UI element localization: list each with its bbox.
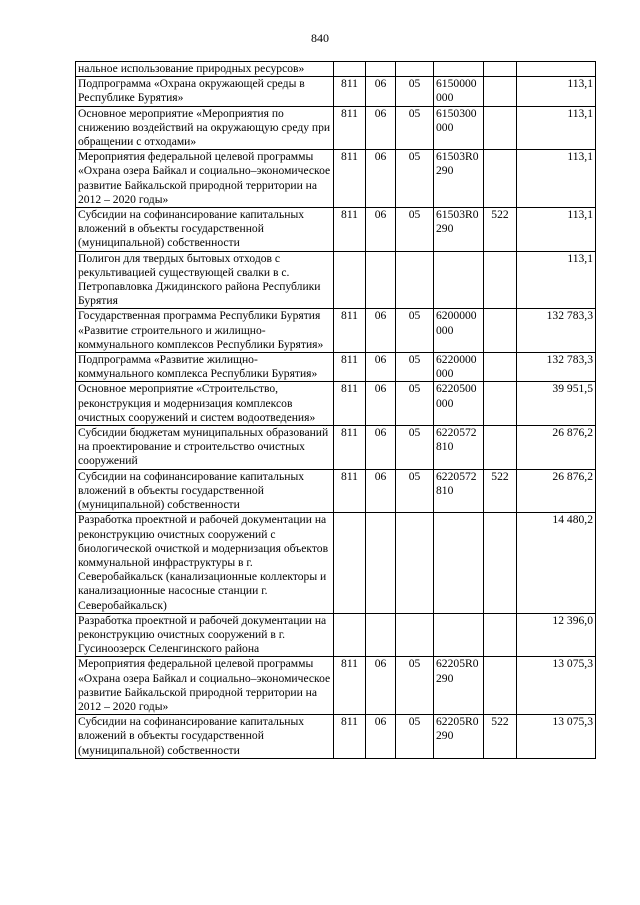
- target-article-cell: 6220500 000: [434, 382, 484, 426]
- subsection-cell: 05: [396, 426, 434, 470]
- section-cell: 06: [366, 426, 396, 470]
- grbs-cell: 811: [334, 382, 366, 426]
- table-row: [76, 382, 596, 426]
- row-name-cell: нальное использование природных ресурсов»: [76, 62, 334, 77]
- target-article-cell: 6150000 000: [434, 77, 484, 106]
- subsection-cell: 05: [396, 353, 434, 382]
- section-cell: 06: [366, 382, 396, 426]
- section-cell: [366, 613, 396, 657]
- row-name-cell: Мероприятия федеральной целевой программы «Охрана озера Байкал и социально–экономическое развитие Байкальской природной территории на 2012 – 2020 годы»: [76, 657, 334, 715]
- expense-type-cell: [484, 353, 517, 382]
- expense-type-cell: [484, 382, 517, 426]
- amount-cell: 13 075,3: [517, 715, 596, 759]
- amount-cell: 132 783,3: [517, 353, 596, 382]
- row-name-cell: Субсидии бюджетам муниципальных образований на проектирование и строительство очистных сооружений: [76, 426, 334, 470]
- amount-cell: 132 783,3: [517, 309, 596, 353]
- subsection-cell: 05: [396, 469, 434, 513]
- section-cell: 06: [366, 469, 396, 513]
- subsection-cell: [396, 62, 434, 77]
- grbs-cell: 811: [334, 657, 366, 715]
- row-name-cell: Субсидии на софинансирование капитальных вложений в объекты государственной (муниципальной) собственности: [76, 208, 334, 252]
- grbs-cell: 811: [334, 353, 366, 382]
- expense-type-cell: [484, 613, 517, 657]
- grbs-cell: [334, 251, 366, 309]
- section-cell: 06: [366, 77, 396, 106]
- section-cell: 06: [366, 657, 396, 715]
- target-article-cell: 62205R0 290: [434, 657, 484, 715]
- expense-type-cell: [484, 657, 517, 715]
- section-cell: [366, 62, 396, 77]
- row-name-cell: Разработка проектной и рабочей документации на реконструкцию очистных сооружений с биологической очисткой и модернизация объектов коммунальной инфраструктуры в г. Северобайкальск (канализационные коллекторы и канализационные насосные станции г. Северобайкальск): [76, 513, 334, 613]
- section-cell: 06: [366, 353, 396, 382]
- grbs-cell: [334, 513, 366, 613]
- row-name-cell: Полигон для твердых бытовых отходов с рекультивацией существующей свалки в с. Петропавловка Джидинского района Республики Бурятия: [76, 251, 334, 309]
- budget-table: [75, 61, 596, 759]
- expense-type-cell: [484, 150, 517, 208]
- subsection-cell: 05: [396, 715, 434, 759]
- table-row: [76, 62, 596, 77]
- row-name-cell: Мероприятия федеральной целевой программы «Охрана озера Байкал и социально–экономическое развитие Байкальской природной территории на 2012 – 2020 годы»: [76, 150, 334, 208]
- target-article-cell: 6220572 810: [434, 426, 484, 470]
- section-cell: [366, 513, 396, 613]
- amount-cell: 113,1: [517, 251, 596, 309]
- amount-cell: [517, 62, 596, 77]
- subsection-cell: 05: [396, 77, 434, 106]
- row-name-cell: Субсидии на софинансирование капитальных вложений в объекты государственной (муниципальной) собственности: [76, 469, 334, 513]
- grbs-cell: 811: [334, 208, 366, 252]
- target-article-cell: 61503R0 290: [434, 150, 484, 208]
- amount-cell: 14 480,2: [517, 513, 596, 613]
- table-row: [76, 715, 596, 759]
- subsection-cell: [396, 613, 434, 657]
- row-name-cell: Субсидии на софинансирование капитальных вложений в объекты государственной (муниципальной) собственности: [76, 715, 334, 759]
- table-row: [76, 309, 596, 353]
- subsection-cell: 05: [396, 657, 434, 715]
- page-number: 840: [311, 31, 329, 45]
- table-row: [76, 353, 596, 382]
- target-article-cell: 6200000 000: [434, 309, 484, 353]
- target-article-cell: [434, 62, 484, 77]
- amount-cell: 113,1: [517, 77, 596, 106]
- expense-type-cell: [484, 106, 517, 150]
- table-row: [76, 106, 596, 150]
- subsection-cell: [396, 513, 434, 613]
- expense-type-cell: 522: [484, 715, 517, 759]
- expense-type-cell: [484, 77, 517, 106]
- table-row: [76, 251, 596, 309]
- section-cell: 06: [366, 150, 396, 208]
- budget-table-body: [76, 62, 596, 759]
- table-row: [76, 150, 596, 208]
- amount-cell: 39 951,5: [517, 382, 596, 426]
- grbs-cell: [334, 62, 366, 77]
- section-cell: 06: [366, 309, 396, 353]
- row-name-cell: Основное мероприятие «Строительство, реконструкция и модернизация комплексов очистных сооружений и систем водоотведения»: [76, 382, 334, 426]
- amount-cell: 26 876,2: [517, 426, 596, 470]
- grbs-cell: 811: [334, 309, 366, 353]
- amount-cell: 113,1: [517, 208, 596, 252]
- grbs-cell: 811: [334, 77, 366, 106]
- grbs-cell: [334, 613, 366, 657]
- row-name-cell: Основное мероприятие «Мероприятия по снижению воздействий на окружающую среду при обращении с отходами»: [76, 106, 334, 150]
- target-article-cell: [434, 613, 484, 657]
- target-article-cell: 6220000 000: [434, 353, 484, 382]
- table-row: [76, 613, 596, 657]
- expense-type-cell: [484, 513, 517, 613]
- subsection-cell: 05: [396, 106, 434, 150]
- row-name-cell: Разработка проектной и рабочей документации на реконструкцию очистных сооружений в г. Гусиноозерск Селенгинского района: [76, 613, 334, 657]
- subsection-cell: 05: [396, 208, 434, 252]
- subsection-cell: 05: [396, 309, 434, 353]
- row-name-cell: Подпрограмма «Охрана окружающей среды в Республике Бурятия»: [76, 77, 334, 106]
- section-cell: 06: [366, 208, 396, 252]
- target-article-cell: [434, 251, 484, 309]
- target-article-cell: 61503R0 290: [434, 208, 484, 252]
- target-article-cell: 6150300 000: [434, 106, 484, 150]
- grbs-cell: 811: [334, 106, 366, 150]
- row-name-cell: Государственная программа Республики Бурятия «Развитие строительного и жилищно-коммунального комплексов Республики Бурятия»: [76, 309, 334, 353]
- grbs-cell: 811: [334, 715, 366, 759]
- section-cell: 06: [366, 106, 396, 150]
- expense-type-cell: [484, 62, 517, 77]
- grbs-cell: 811: [334, 426, 366, 470]
- table-row: [76, 208, 596, 252]
- target-article-cell: 6220572 810: [434, 469, 484, 513]
- table-row: [76, 77, 596, 106]
- section-cell: 06: [366, 715, 396, 759]
- amount-cell: 113,1: [517, 106, 596, 150]
- expense-type-cell: [484, 251, 517, 309]
- table-row: [76, 426, 596, 470]
- section-cell: [366, 251, 396, 309]
- expense-type-cell: 522: [484, 208, 517, 252]
- table-row: [76, 657, 596, 715]
- expense-type-cell: [484, 426, 517, 470]
- subsection-cell: 05: [396, 382, 434, 426]
- expense-type-cell: [484, 309, 517, 353]
- expense-type-cell: 522: [484, 469, 517, 513]
- subsection-cell: [396, 251, 434, 309]
- table-row: [76, 469, 596, 513]
- table-row: [76, 513, 596, 613]
- amount-cell: 113,1: [517, 150, 596, 208]
- grbs-cell: 811: [334, 469, 366, 513]
- amount-cell: 26 876,2: [517, 469, 596, 513]
- subsection-cell: 05: [396, 150, 434, 208]
- amount-cell: 13 075,3: [517, 657, 596, 715]
- amount-cell: 12 396,0: [517, 613, 596, 657]
- row-name-cell: Подпрограмма «Развитие жилищно-коммунального комплекса Республики Бурятия»: [76, 353, 334, 382]
- grbs-cell: 811: [334, 150, 366, 208]
- target-article-cell: 62205R0 290: [434, 715, 484, 759]
- target-article-cell: [434, 513, 484, 613]
